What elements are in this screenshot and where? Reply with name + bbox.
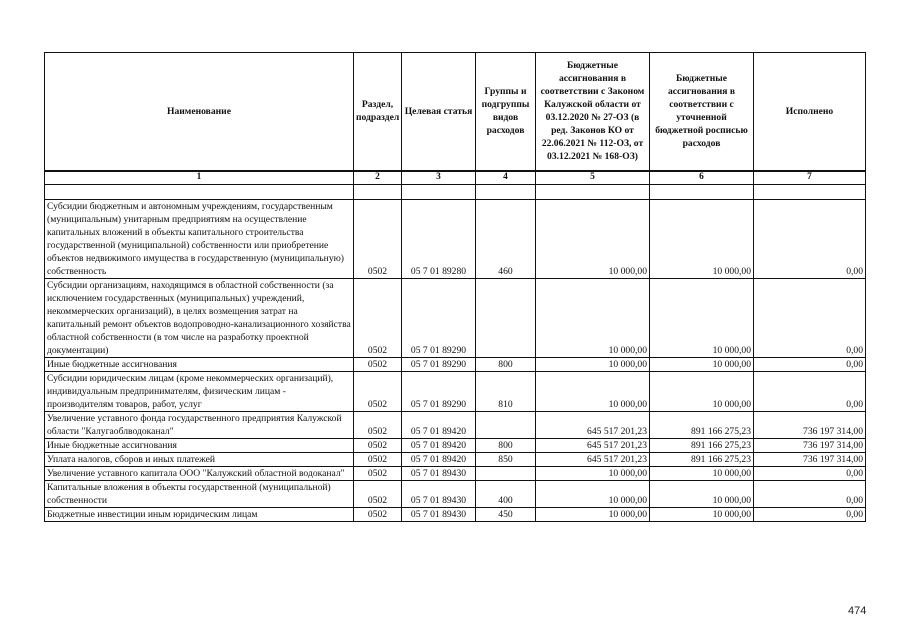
row-target: 05 7 01 89420 [402,438,476,452]
table-row [45,466,866,480]
row-executed: 0,00 [754,507,866,521]
row-assign-refined: 10 000,00 [650,507,754,521]
row-group: 800 [476,357,536,371]
spacer-row [45,184,866,199]
row-section: 0502 [354,278,402,357]
row-executed: 0,00 [754,371,866,411]
row-group: 810 [476,371,536,411]
table-row [45,411,866,438]
row-assign-law: 645 517 201,23 [536,411,650,438]
col-number: 4 [476,171,536,185]
row-group [476,278,536,357]
row-assign-refined: 891 166 275,23 [650,438,754,452]
row-executed: 0,00 [754,357,866,371]
row-assign-law: 10 000,00 [536,507,650,521]
row-assign-refined: 891 166 275,23 [650,452,754,466]
row-name: Субсидии бюджетным и автономным учреждениям, государственным (муниципальным) унитарным предприятиям на осуществление капитальных вложений в объекты капитального строительства государственной (муниципальной) собственности или приобретение объектов недвижимого имущества в государственную (муниципальную) собственность [45,199,354,278]
row-name: Субсидии юридическим лицам (кроме некоммерческих организаций), индивидуальным предпринимателям, физическим лицам - производителям товаров, работ, услуг [45,371,354,411]
row-group: 450 [476,507,536,521]
row-executed: 0,00 [754,466,866,480]
col-number: 7 [754,171,866,185]
row-executed: 0,00 [754,480,866,507]
row-assign-refined: 10 000,00 [650,357,754,371]
row-group: 800 [476,438,536,452]
col-number: 3 [402,171,476,185]
row-target: 05 7 01 89420 [402,452,476,466]
row-assign-refined: 10 000,00 [650,278,754,357]
row-target: 05 7 01 89280 [402,199,476,278]
row-target: 05 7 01 89430 [402,480,476,507]
row-name: Уплата налогов, сборов и иных платежей [45,452,354,466]
row-target: 05 7 01 89290 [402,357,476,371]
table-row [45,507,866,521]
table-row [45,199,866,278]
row-target: 05 7 01 89430 [402,507,476,521]
row-assign-law: 10 000,00 [536,466,650,480]
row-section: 0502 [354,466,402,480]
column-number-row [45,171,866,185]
row-assign-law: 10 000,00 [536,199,650,278]
row-name: Субсидии организациям, находящимся в областной собственности (за исключением государственных (муниципальных) учреждений, некоммерческих организаций), в целях возмещения затрат на капитальный ремонт объектов водопроводно-канализационного хозяйства областной собственности (в том числе на разработку проектной документации) [45,278,354,357]
budget-table [44,52,866,522]
col-header-assign-law: Бюджетные ассигнования в соответствии с Законом Калужской области от 03.12.2020 № 27-ОЗ (в ред. Законов КО от 22.06.2021 № 112-ОЗ, от 03.12.2021 № 168-ОЗ) [536,53,650,171]
row-section: 0502 [354,452,402,466]
row-executed: 736 197 314,00 [754,452,866,466]
row-assign-law: 645 517 201,23 [536,438,650,452]
row-name: Увеличение уставного фонда государственного предприятия Калужской области "Калугаоблводоканал" [45,411,354,438]
row-assign-refined: 891 166 275,23 [650,411,754,438]
row-group [476,411,536,438]
col-header-groups: Группы и подгруппы видов расходов [476,53,536,171]
row-assign-refined: 10 000,00 [650,466,754,480]
row-target: 05 7 01 89430 [402,466,476,480]
row-assign-refined: 10 000,00 [650,199,754,278]
row-group [476,466,536,480]
col-number: 5 [536,171,650,185]
table-row [45,480,866,507]
row-assign-law: 10 000,00 [536,357,650,371]
row-section: 0502 [354,357,402,371]
col-header-target: Целевая статья [402,53,476,171]
row-name: Иные бюджетные ассигнования [45,438,354,452]
row-executed: 736 197 314,00 [754,411,866,438]
table-row [45,278,866,357]
row-group: 460 [476,199,536,278]
col-header-executed: Исполнено [754,53,866,171]
row-assign-law: 10 000,00 [536,480,650,507]
row-name: Бюджетные инвестиции иным юридическим лицам [45,507,354,521]
row-executed: 0,00 [754,278,866,357]
table-header [45,53,866,185]
row-group: 400 [476,480,536,507]
col-number: 1 [45,171,354,185]
row-section: 0502 [354,411,402,438]
table-body [45,184,866,521]
row-name: Капитальные вложения в объекты государственной (муниципальной) собственности [45,480,354,507]
row-target: 05 7 01 89420 [402,411,476,438]
row-assign-law: 10 000,00 [536,278,650,357]
col-number: 6 [650,171,754,185]
row-name: Иные бюджетные ассигнования [45,357,354,371]
row-name: Увеличение уставного капитала ООО "Калужский областной водоканал" [45,466,354,480]
table-row [45,452,866,466]
row-section: 0502 [354,507,402,521]
row-assign-refined: 10 000,00 [650,371,754,411]
row-target: 05 7 01 89290 [402,371,476,411]
row-section: 0502 [354,438,402,452]
table-row [45,371,866,411]
row-target: 05 7 01 89290 [402,278,476,357]
row-assign-refined: 10 000,00 [650,480,754,507]
col-header-assign-refined: Бюджетные ассигнования в соответствии с уточненной бюджетной росписью расходов [650,53,754,171]
col-number: 2 [354,171,402,185]
page-number: 474 [848,605,867,617]
row-section: 0502 [354,199,402,278]
table-row [45,438,866,452]
row-assign-law: 645 517 201,23 [536,452,650,466]
table-row [45,357,866,371]
row-executed: 0,00 [754,199,866,278]
col-header-name: Наименование [45,53,354,171]
row-assign-law: 10 000,00 [536,371,650,411]
row-executed: 736 197 314,00 [754,438,866,452]
row-section: 0502 [354,371,402,411]
row-section: 0502 [354,480,402,507]
col-header-section: Раздел, подраздел [354,53,402,171]
row-group: 850 [476,452,536,466]
